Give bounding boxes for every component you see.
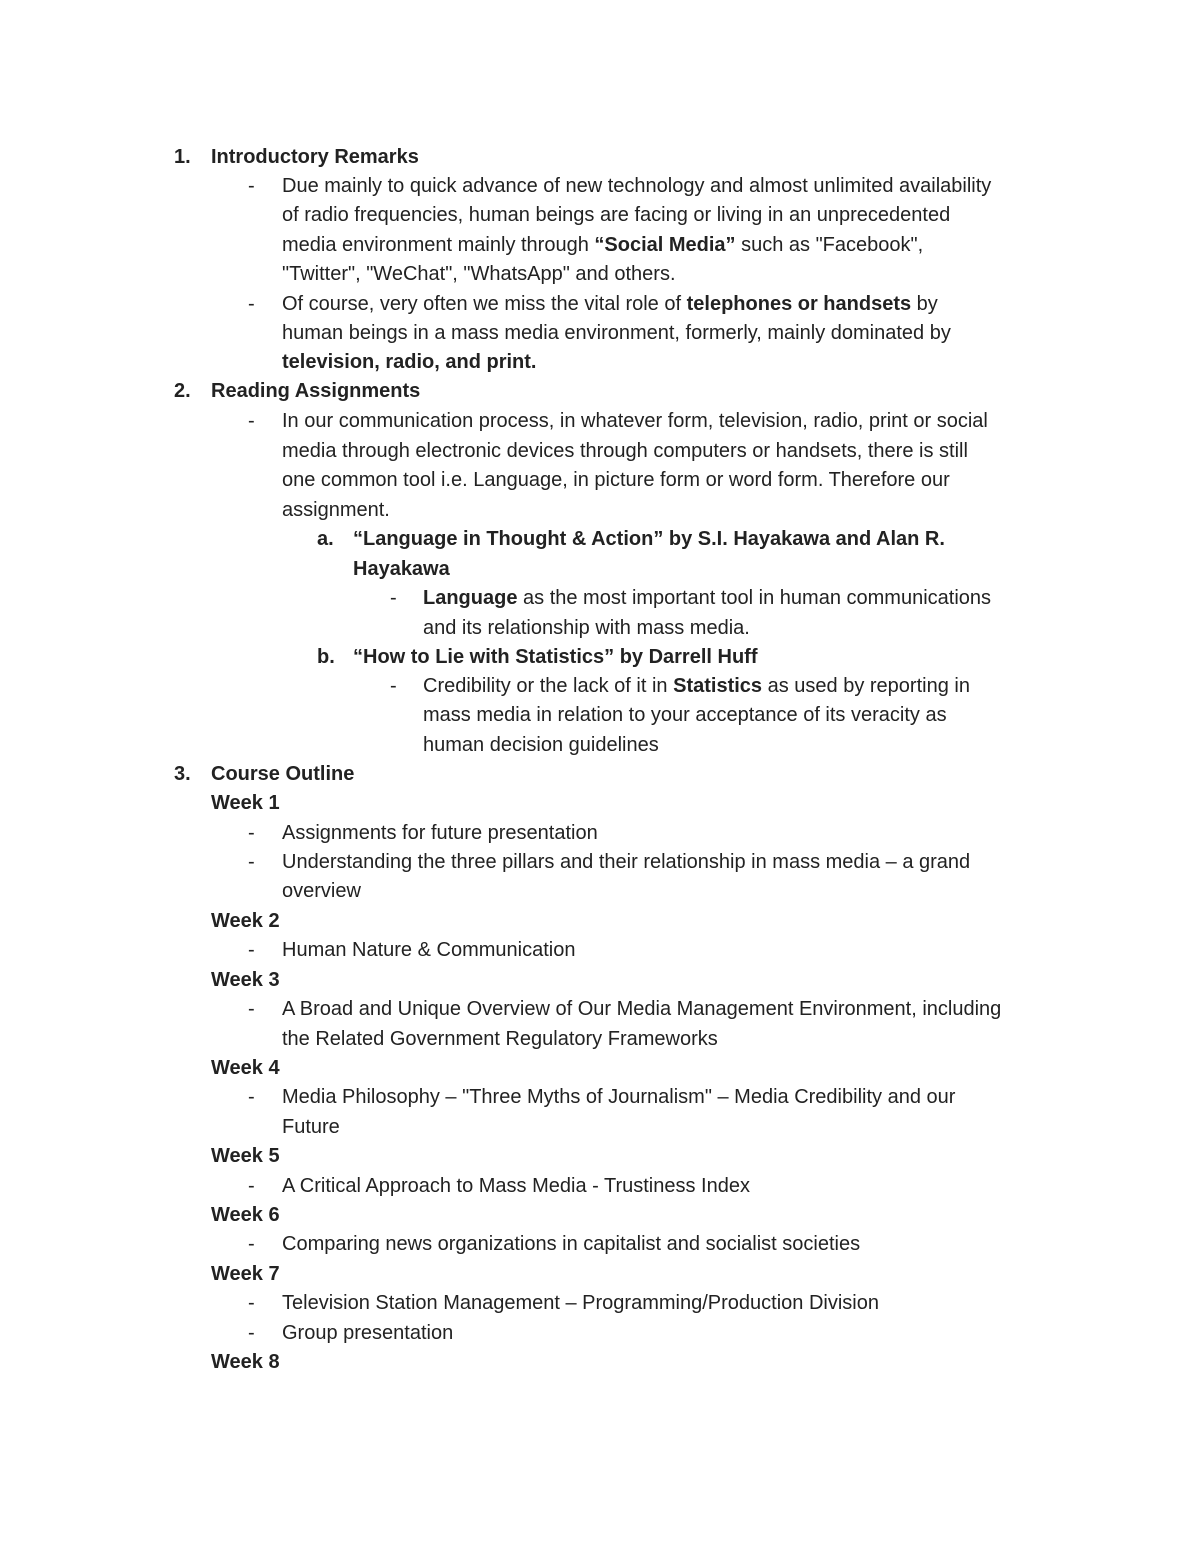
section-3-number: 3. <box>174 763 191 785</box>
section-1-heading: Introductory Remarks <box>211 146 419 168</box>
s1-bullet1-line3 <box>282 235 923 255</box>
bullet-dash: - <box>248 851 255 873</box>
item-b-bullet-line1-text: Credibility or the lack of it in <box>423 675 674 697</box>
week-7-item-1: Television Station Management – Programming/Production Division <box>282 1292 879 1314</box>
bullet-dash: - <box>248 1086 255 1108</box>
s1-bullet1-line2: of radio frequencies, human beings are facing or living in an unprecedented <box>282 204 951 226</box>
bullet-dash: - <box>248 410 255 432</box>
item-b-bullet-line1-tail: as used by reporting in <box>762 675 970 697</box>
bullet-dash: - <box>248 939 255 961</box>
bullet-dash: - <box>390 675 397 697</box>
week-3-item-1-line2: the Related Government Regulatory Frameworks <box>282 1028 718 1050</box>
bullet-dash: - <box>248 1233 255 1255</box>
week-4-item-1-line1: Media Philosophy – "Three Myths of Journalism" – Media Credibility and our <box>282 1086 956 1108</box>
week-6-label: Week 6 <box>211 1204 280 1226</box>
week-1-item-2-line1: Understanding the three pillars and their relationship in mass media – a grand <box>282 851 971 873</box>
statistics-emphasis: Statistics <box>673 675 763 697</box>
s1-bullet2-line1-tail: by <box>911 293 938 315</box>
s2-bullet1-line3: one common tool i.e. Language, in picture form or word form. Therefore our <box>282 469 950 491</box>
item-b-bullet-line1 <box>423 676 970 696</box>
item-b-bullet-line2: mass media in relation to your acceptance of its veracity as <box>423 704 947 726</box>
week-8-label: Week 8 <box>211 1351 280 1373</box>
s1-bullet2-line2: human beings in a mass media environment, formerly, mainly dominated by <box>282 322 951 344</box>
bullet-dash: - <box>248 822 255 844</box>
week-6-item-1: Comparing news organizations in capitalist and socialist societies <box>282 1233 861 1255</box>
bullet-dash: - <box>248 1292 255 1314</box>
section-1-number: 1. <box>174 146 191 168</box>
item-a-bullet-line1 <box>423 588 991 608</box>
s2-bullet1-line4: assignment. <box>282 499 390 521</box>
item-b-bullet-line3: human decision guidelines <box>423 734 659 756</box>
week-1-item-1: Assignments for future presentation <box>282 822 598 844</box>
language-emphasis: Language <box>423 587 518 609</box>
bullet-dash: - <box>248 175 255 197</box>
week-2-label: Week 2 <box>211 910 280 932</box>
s1-bullet2-line1 <box>282 294 938 314</box>
week-3-item-1-line1: A Broad and Unique Overview of Our Media Management Environment, including <box>282 998 1002 1020</box>
week-1-item-2-line2: overview <box>282 880 361 902</box>
item-a-title-line1: “Language in Thought & Action” by S.I. Hayakawa and Alan R. <box>353 528 945 550</box>
section-3-heading: Course Outline <box>211 763 355 785</box>
item-b-marker: b. <box>317 646 335 668</box>
item-b-title: “How to Lie with Statistics” by Darrell Huff <box>353 646 758 668</box>
s2-bullet1-line2: media through electronic devices through computers or handsets, there is still <box>282 440 968 462</box>
s1-bullet2-line3: television, radio, and print. <box>282 351 537 373</box>
s1-bullet1-line3-text: media environment mainly through <box>282 234 595 256</box>
item-a-marker: a. <box>317 528 334 550</box>
week-7-label: Week 7 <box>211 1263 280 1285</box>
week-3-label: Week 3 <box>211 969 280 991</box>
week-5-item-1: A Critical Approach to Mass Media - Trustiness Index <box>282 1175 750 1197</box>
s2-bullet1-line1: In our communication process, in whatever form, television, radio, print or social <box>282 410 988 432</box>
week-5-label: Week 5 <box>211 1145 280 1167</box>
social-media-emphasis: “Social Media” <box>594 234 736 256</box>
telephones-emphasis: telephones or handsets <box>686 293 912 315</box>
s1-bullet2-line1-text: Of course, very often we miss the vital role of <box>282 293 687 315</box>
week-1-label: Week 1 <box>211 792 280 814</box>
bullet-dash: - <box>248 1322 255 1344</box>
section-2-number: 2. <box>174 380 191 402</box>
s1-bullet1-line4: "Twitter", "WeChat", "WhatsApp" and others. <box>282 263 676 285</box>
week-4-item-1-line2: Future <box>282 1116 340 1138</box>
week-7-item-2: Group presentation <box>282 1322 454 1344</box>
item-a-bullet-line2: and its relationship with mass media. <box>423 617 750 639</box>
week-2-item-1: Human Nature & Communication <box>282 939 576 961</box>
bullet-dash: - <box>390 587 397 609</box>
section-2-heading: Reading Assignments <box>211 380 421 402</box>
item-a-bullet-line1-text: as the most important tool in human communications <box>517 587 992 609</box>
week-4-label: Week 4 <box>211 1057 280 1079</box>
bullet-dash: - <box>248 998 255 1020</box>
bullet-dash: - <box>248 1175 255 1197</box>
bullet-dash: - <box>248 293 255 315</box>
s1-bullet1-line1: Due mainly to quick advance of new technology and almost unlimited availability <box>282 175 992 197</box>
item-a-title-line2: Hayakawa <box>353 558 450 580</box>
s1-bullet1-line3-tail: such as "Facebook", <box>735 234 924 256</box>
